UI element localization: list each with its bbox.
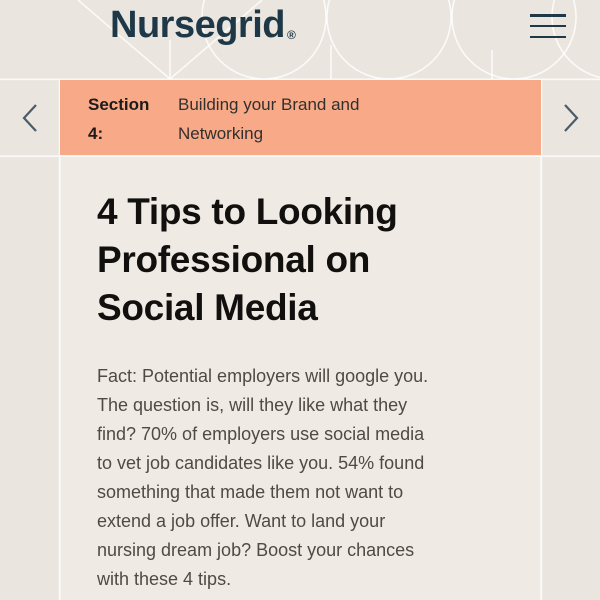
chevron-left-icon	[22, 103, 38, 133]
next-section-button[interactable]	[541, 80, 600, 155]
article-title: 4 Tips to Looking Professional on Social Media	[97, 191, 398, 328]
section-label: Section 4:	[88, 95, 150, 143]
section-title: Building your Brand and Networking	[178, 95, 360, 143]
chevron-right-icon	[563, 103, 579, 133]
section-banner	[60, 80, 541, 155]
section-nav	[0, 80, 600, 156]
article-body: Fact: Potential employers will google you. The question is, will they like what they find? 70% of employers use social media to vet job candidates like you. 54% found something that made them not want to extend a job offer. Want to land your nursing dream job? Boost your chances with these 4 tips.	[97, 366, 429, 589]
article-card	[61, 157, 540, 600]
registered-mark: ®	[286, 28, 296, 42]
header	[0, 0, 600, 80]
prev-section-button[interactable]	[0, 80, 60, 155]
hamburger-icon	[530, 14, 566, 38]
menu-button[interactable]	[530, 14, 566, 38]
logo[interactable]	[110, 2, 296, 58]
logo-text: Nursegrid	[110, 4, 285, 46]
